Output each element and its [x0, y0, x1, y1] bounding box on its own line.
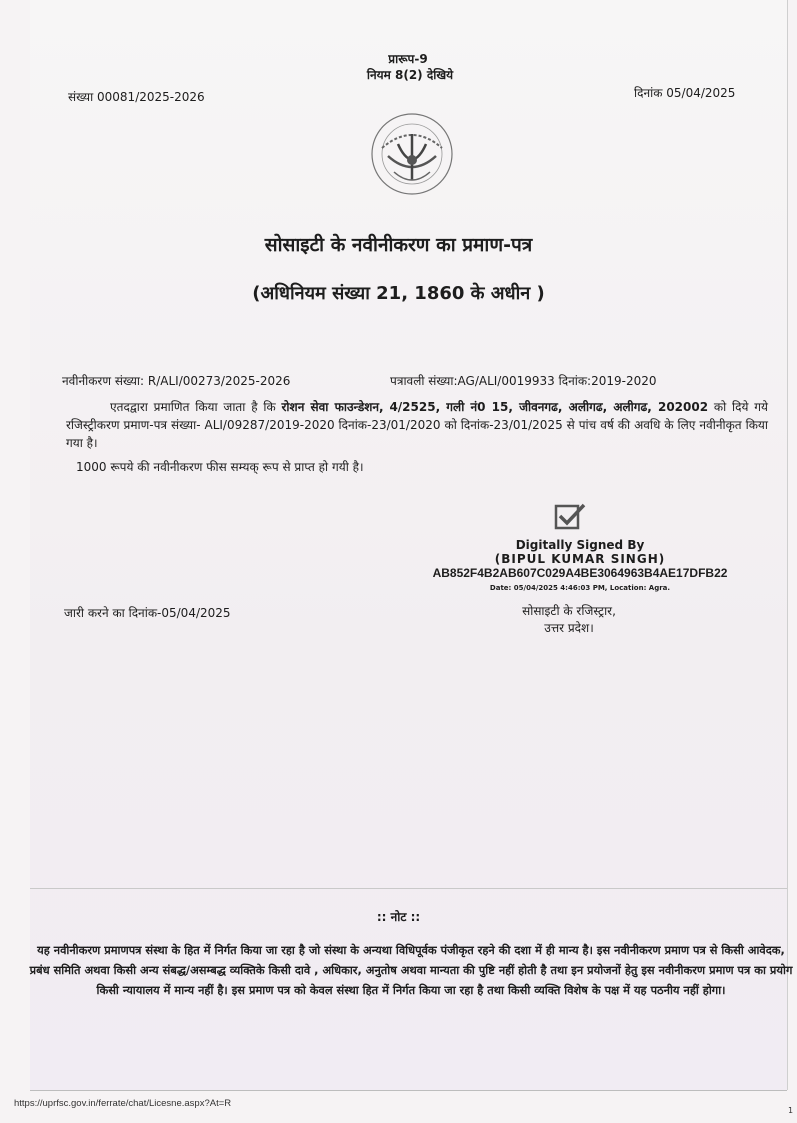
issue-date: जारी करने का दिनांक-05/04/2025 [64, 606, 231, 620]
rule-reference: नियम 8(2) देखिये [366, 68, 454, 82]
page-number: 1 [788, 1106, 794, 1115]
up-government-emblem-icon [368, 108, 456, 204]
footer-divider [30, 1090, 787, 1091]
society-address: 4/2525, गली नं0 15, जीवनगढ, अलीगढ, अलीगढ, 202002 [389, 400, 709, 414]
body-prefix: एतदद्वारा प्रमाणित किया जाता है कि [110, 400, 282, 414]
society-name: रोशन सेवा फाउन्डेशन, [281, 400, 384, 414]
certificate-body [66, 398, 768, 452]
signature-label: Digitally Signed By [515, 538, 645, 552]
file-number: पत्रावली संख्या:AG/ALI/0019933 दिनांक:2019-2020 [390, 374, 657, 388]
note-title: :: नोट :: [376, 910, 421, 924]
body-mid: को दिये गये रजिस्ट्रीकरण प्रमाण-पत्र संख्या- ALI/09287/2019-2020 दिनांक-23/01/2020 को दिनांक-23/01/2025 से पांच वर्ष की अवधि के लिए नवीनीकृत किया गया है। [66, 400, 768, 450]
registrar-block [494, 603, 644, 637]
fee-statement: 1000 रूपये की नवीनीकरण फीस सम्यक् रूप से प्राप्त हो गयी है। [76, 460, 364, 474]
renewal-number: नवीनीकरण संख्या: R/ALI/00273/2025-2026 [62, 374, 291, 388]
registrar-title: सोसाइटी के रजिस्ट्रार, [522, 604, 616, 618]
form-number: प्रारूप-9 [388, 52, 428, 66]
certificate-title: सोसाइटी के नवीनीकरण का प्रमाण-पत्र [264, 234, 533, 256]
digital-signature [380, 538, 780, 592]
certificate-subtitle: (अधिनियम संख्या 21, 1860 के अधीन ) [252, 283, 545, 304]
check-icon [554, 502, 586, 532]
signer-name: (BIPUL KUMAR SINGH) [494, 552, 666, 566]
note-text: यह नवीनीकरण प्रमाणपत्र संस्था के हित में निर्गत किया जा रहा है जो संस्था के अन्यथा विधिपूर्वक पंजीकृत रहने की दशा में ही मान्य है। इस नवीनीकरण प्रमाण पत्र से किसी आवेदक, प्रबंध समिति अथवा किसी अन्य संबद्ध/असम्बद्ध व्यक्तिके किसी दावे , अधिकार, अनुतोष अथवा मान्यता की पुष्टि नहीं होती है तथा इन प्रयोजनों हेतु इस नवीनीकरण प्रमाण पत्र का प्रयोग किसी न्यायालय में मान्य नहीं है। इस प्रमाण पत्र को केवल संस्था हित में निर्गत किया जा रहा है तथा किसी व्यक्ति विशेष के पक्ष में यह पठनीय नहीं होगा। [29, 943, 793, 997]
divider [30, 888, 787, 889]
header-date: दिनांक 05/04/2025 [634, 86, 736, 100]
signature-date: Date: 05/04/2025 4:46:03 PM, Location: Agra. [489, 584, 671, 592]
page-url[interactable]: https://uprfsc.gov.in/ferrate/chat/Licesne.aspx?At=R [14, 1098, 232, 1109]
reference-number: संख्या 00081/2025-2026 [68, 90, 205, 104]
signature-hash: AB852F4B2AB607C029A4BE3064963B4AE17DFB22 [432, 566, 728, 580]
registrar-state: उत्तर प्रदेश। [544, 621, 594, 635]
